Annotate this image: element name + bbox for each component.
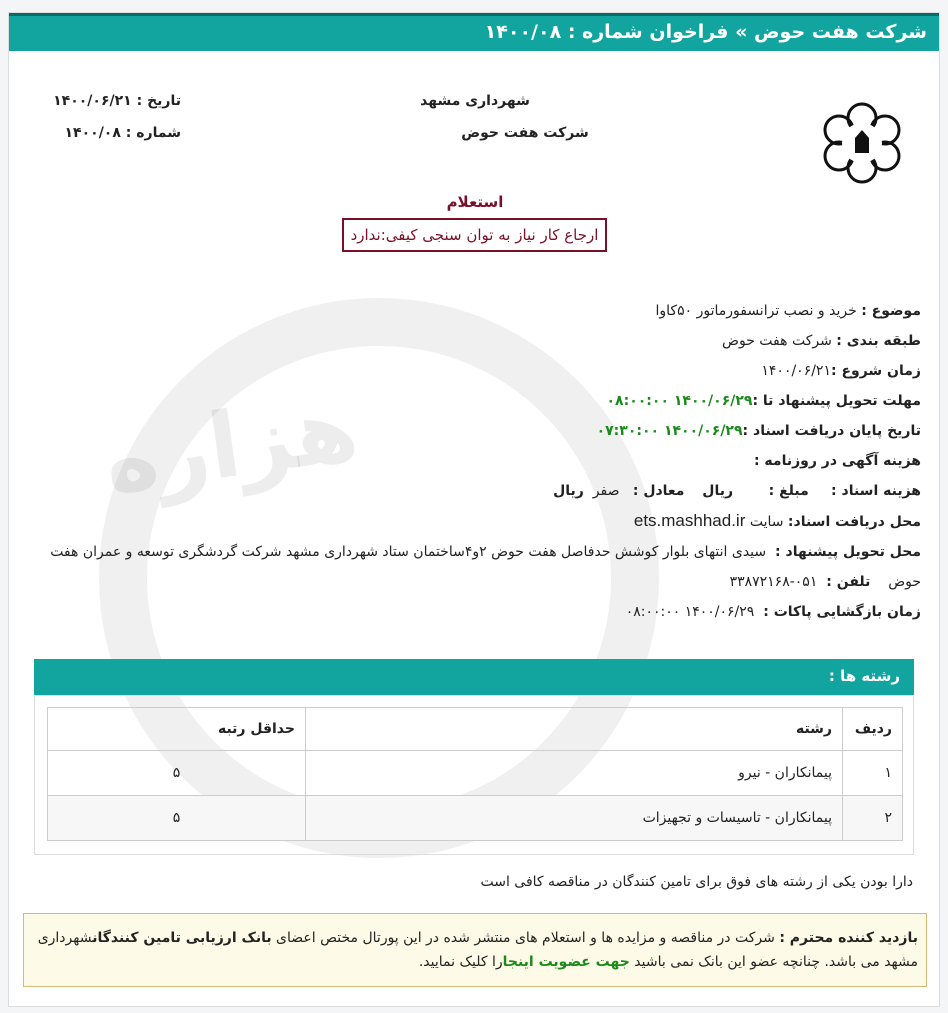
notice-text: شرکت در مناقصه و مزایده ها و استعلام های منتشر شده در این پورتال مختص اعضای	[271, 930, 780, 946]
membership-link[interactable]: جهت عضویت اینجا	[502, 954, 630, 970]
fields-note: دارا بودن یکی از رشته های فوق برای تامین کنندگان در مناقصه کافی است	[480, 874, 913, 890]
fields-table	[47, 707, 903, 841]
row-number: ۲	[843, 796, 903, 841]
col-field: رشته	[306, 708, 843, 751]
doc-number: شماره : ۱۴۰۰/۰۸	[64, 125, 181, 141]
min-rank: ۵	[48, 796, 306, 841]
doc-date: تاریخ : ۱۴۰۰/۰۶/۲۱	[53, 93, 181, 109]
table-header	[48, 708, 903, 751]
notice-text: شهرداری مشهد می باشد. چنانچه عضو این بانک نمی باشید	[37, 930, 918, 970]
category-row: طبقه بندی : شرکت هفت حوض	[722, 333, 921, 349]
col-min-rank: حداقل رتبه	[48, 708, 306, 751]
table-row	[48, 796, 903, 841]
col-row-number: ردیف	[843, 708, 903, 751]
fields-table-container	[34, 695, 914, 855]
opening-row: زمان بازگشایی پاکات : ۱۴۰۰/۰۶/۲۹ ۰۸:۰۰:۰۰	[625, 604, 921, 620]
min-rank: ۵	[48, 751, 306, 796]
doc-type: استعلام	[446, 193, 504, 211]
row-number: ۱	[843, 751, 903, 796]
org-name: شهرداری مشهد	[420, 93, 530, 109]
quality-assessment-box: ارجاع کار نیاز به توان سنجی کیفی:ندارد	[342, 218, 607, 252]
start-row: زمان شروع :۱۴۰۰/۰۶/۲۱	[761, 363, 921, 379]
site-link[interactable]: ets.mashhad.ir	[633, 511, 746, 530]
delivery-row: محل تحویل پیشنهاد : سیدی انتهای بلوار کوشش حدفاصل هفت حوض ۲و۴ساختمان ستاد شهرداری مشهد شرکت گردشگری توسعه و عمران هفت حوض تلفن : ۰۵۱-۳۳۸۷۲۱۶۸	[50, 544, 921, 590]
mashhad-municipality-logo	[817, 98, 907, 188]
fields-section-header: رشته ها :	[34, 659, 914, 695]
notice-bank: بانک ارزیابی تامین کنندگان	[92, 930, 272, 946]
notice-lead: بازدید کننده محترم :	[779, 930, 918, 946]
tender-info	[21, 296, 921, 627]
watermark-text: هزاره	[97, 375, 365, 516]
table-row	[48, 751, 903, 796]
doc-place-row: محل دریافت اسناد: سایت ets.mashhad.ir	[633, 511, 921, 530]
page-title: شرکت هفت حوض » فراخوان شماره : ۱۴۰۰/۰۸	[9, 13, 939, 51]
field-name: پیمانکاران - تاسیسات و تجهیزات	[306, 796, 843, 841]
ad-cost-row: هزینه آگهی در روزنامه :	[753, 453, 921, 469]
tender-card	[8, 12, 940, 1007]
field-name: پیمانکاران - نیرو	[306, 751, 843, 796]
doc-cost-row: هزینه اسناد : مبلغ : ریال معادل : صفر ریال	[553, 483, 921, 499]
membership-notice	[23, 913, 927, 987]
deadline-row: مهلت تحویل پیشنهاد تا :۱۴۰۰/۰۶/۲۹ ۰۸:۰۰:۰۰	[606, 393, 921, 409]
docs-end-row: تاریخ پایان دریافت اسناد :۱۴۰۰/۰۶/۲۹ ۰۷:۳۰:۰۰	[596, 423, 921, 439]
company-name: شرکت هفت حوض	[461, 125, 589, 141]
subject-row: موضوع : خرید و نصب ترانسفورماتور ۵۰کاوا	[655, 303, 921, 319]
notice-text: را کلیک نمایید.	[418, 954, 503, 970]
